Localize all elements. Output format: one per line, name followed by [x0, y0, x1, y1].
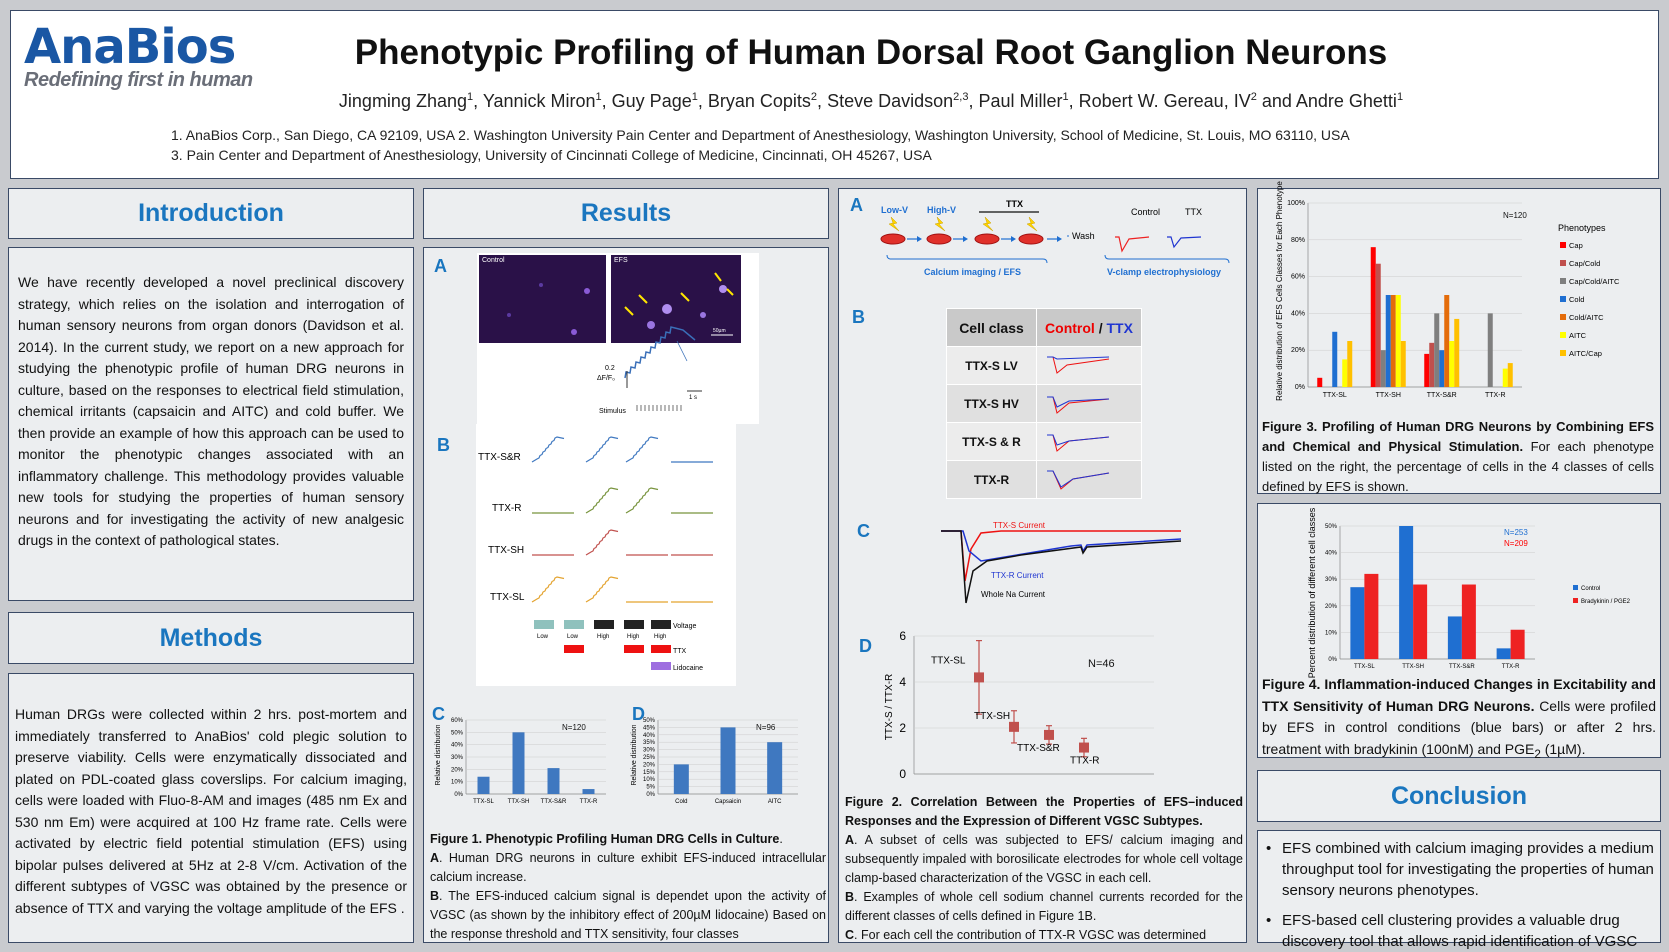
bar: [1391, 295, 1396, 387]
calcium-trace: [532, 437, 564, 462]
anabios-logo: [24, 19, 254, 92]
lightning-icon: [1027, 217, 1037, 231]
calcium-trace: [586, 577, 618, 602]
x-tick-label: TTX-SL: [1322, 392, 1347, 399]
ttx-swatch: [624, 645, 644, 653]
fig2-caption-title: Figure 2. Correlation Between the Properties of EFS–induced Responses and the Expression of Different VGSC Subtypes.: [845, 795, 1243, 828]
methods-heading: Methods: [8, 612, 414, 664]
y-tick-label: 15%: [642, 769, 655, 776]
results-panel: [423, 247, 829, 943]
table-header-cell-class: Cell class: [947, 309, 1037, 347]
fig4-caption: [1262, 674, 1656, 765]
x-tick-label: TTX-S&R: [540, 799, 567, 805]
bar: [1396, 295, 1401, 387]
fig1-panel-c-label: C: [432, 704, 445, 724]
bar: [1317, 378, 1322, 387]
fig2-panel-a-label: A: [850, 195, 863, 215]
affiliation-line-1: 1. AnaBios Corp., San Diego, CA 92109, USA 2. Washington University Pain Center and Department of Anesthesiology, Washington University, School of Medicine, St. Louis, MO 63110, USA: [171, 127, 1350, 143]
bar: [674, 764, 689, 794]
legend-swatch: [1560, 314, 1566, 320]
low-v-label: Low-V: [881, 205, 908, 215]
fig1-caption: Figure 1. Phenotypic Profiling Human DRG Cells in Culture. A. Human DRG neurons in culture exhibit EFS-induced intracellular calcium increase. B. The EFS-induced calcium signal is dependet upon the activity of VGSC (as shown by the inhibitory effect of 200µM lidocaine) Based on the response threshold and TTX sensitivity, four classes: [430, 832, 826, 941]
bar: [1386, 295, 1391, 387]
calcium-trace: [586, 488, 618, 513]
fig1-caption-title: Figure 1. Phenotypic Profiling Human DRG Cells in Culture: [430, 832, 780, 846]
author-affiliation-number: 1: [1396, 91, 1404, 103]
voltage-swatch: [564, 620, 584, 629]
voltage-swatch: [534, 620, 554, 629]
author-name: Paul Miller: [978, 91, 1063, 111]
flow-arrow-head: [963, 236, 968, 242]
scale-bar-label: 50µm: [713, 328, 726, 334]
bar: [1413, 585, 1427, 659]
y-tick-label: 20%: [450, 767, 463, 774]
bar: [1429, 343, 1434, 387]
conclusion-bullet: • EFS combined with calcium imaging provides a medium throughput tool for investigating the properties of human sensory neurons phenotypes.: [1260, 838, 1654, 901]
trace-scale-unit: ΔF/F₀: [597, 375, 616, 382]
fig3-bar-chart: [1260, 181, 1660, 411]
bar: [1376, 264, 1381, 387]
y-axis-label: Relative distribution of EFS Cells Classes for Each Phenotype: [1275, 181, 1284, 401]
point-label: TTX-R: [1070, 755, 1100, 767]
fig2d-scatter-chart: [884, 629, 1184, 781]
author-name: Steve Davidson: [827, 91, 954, 111]
y-tick-label: 0%: [454, 792, 463, 798]
control-current-trace: [1047, 471, 1109, 489]
fig2-caption-c: For each cell the contribution of TTX-R VGSC was determined: [860, 928, 1207, 942]
ttx-trace: [1167, 237, 1201, 247]
author-affiliation-number: 1: [467, 91, 474, 103]
voltage-swatch: [594, 620, 614, 629]
bar: [1462, 585, 1476, 659]
efs-image-label: EFS: [614, 257, 628, 264]
legend-lidocaine-label: Lidocaine: [673, 665, 703, 672]
legend-label: Cap/Cold: [1569, 259, 1601, 268]
author-name: Guy Page: [611, 91, 692, 111]
bar: [1381, 350, 1386, 387]
trace-class-label: TTX-R: [492, 503, 522, 514]
legend-label: Bradykinin / PGE2: [1581, 599, 1631, 605]
bar: [1364, 574, 1378, 659]
bar: [548, 768, 560, 794]
conclusion-heading: Conclusion: [1257, 770, 1661, 822]
fig1-panel-d-label: D: [632, 704, 645, 724]
voltage-level-label: High: [597, 634, 610, 640]
x-tick-label: TTX-S&R: [1449, 664, 1475, 670]
methods-text: Human DRGs were collected within 2 hrs. post-mortem and immediately transferred to AnaBios' cold plegic solution to preserve viability. Cells were enzymatically dissociated and plated on PDL-coated glass coverslips. For calcium imaging, cells were loaded with Fluo-8-AM and images (485 nm Ex and 530 nm Em) were acquired at 100 Hz frame rate. Cells were activated by electric field potential stimulation (EFS) using bipolar pulses delivered at 5Hz at 2-8 V/cm. Activation of the different subtypes of VGSC was obtained by the presence or absence of TTX and varying the voltage amplitude of the EFS .: [15, 706, 407, 916]
fig1-caption-b: The EFS-induced calcium signal is dependet upon the activity of VGSC (as shown by the inhibitory effect of 200µM lidocaine) Based on the response threshold and TTX sensitivity, four classes: [430, 889, 826, 941]
chart-annotation: N=120: [1503, 211, 1527, 220]
chart-annotation: N=96: [756, 723, 776, 732]
fig4-caption-text-a: Cells were profiled by EFS in control conditions (blue bars) or after 2 hrs. treatment with bradykinin (100nM) and PGE: [1262, 697, 1656, 757]
author-name: Bryan Copits: [707, 91, 811, 111]
bar: [1342, 359, 1347, 387]
bar: [1347, 341, 1352, 387]
author-affiliation-number: 1: [1062, 91, 1069, 103]
legend-ttx-label: TTX: [673, 648, 687, 655]
bar: [1439, 350, 1444, 387]
x-tick-label: TTX-SH: [1402, 664, 1424, 670]
fig1b-traces: [476, 424, 736, 686]
flow-arrow-head: [1057, 236, 1062, 242]
logo-name: AnaBios: [24, 19, 236, 75]
y-tick-label: 20%: [642, 762, 655, 769]
voltage-level-label: Low: [537, 634, 549, 640]
point-label: TTX-S&R: [1017, 742, 1060, 754]
results-heading: Results: [423, 188, 829, 239]
conclusion-bullet: • EFS-based cell clustering provides a valuable drug discovery tool that allows rapid identification of VGSC: [1260, 910, 1654, 952]
bar: [1448, 616, 1462, 659]
data-point: [974, 672, 984, 682]
y-tick-label: 50%: [642, 718, 655, 724]
legend-label: Cold/AITC: [1569, 313, 1604, 322]
author-affiliation-number: 2: [1250, 91, 1257, 103]
legend-voltage-label: Voltage: [673, 623, 697, 630]
y-tick-label: 5%: [646, 784, 655, 791]
control-trace: [1115, 237, 1149, 251]
table-header-slash: /: [1094, 319, 1107, 336]
calcium-trace: [626, 437, 658, 462]
y-tick-label: 50%: [1324, 524, 1337, 530]
fig3-caption-title: Figure 3. Profiling of Human DRG Neurons by Combining EFS and Chemical and Physical Stimulation.: [1262, 419, 1654, 454]
y-tick-label: 4: [899, 675, 906, 689]
author-affiliation-number: 2,3: [953, 91, 969, 103]
trace-class-label: TTX-S&R: [478, 452, 521, 463]
data-point: [1079, 743, 1089, 753]
x-tick-label: Cold: [675, 799, 688, 805]
y-axis-label: Relative distribution: [631, 724, 638, 786]
y-tick-label: 10%: [642, 777, 655, 784]
y-tick-label: 0: [899, 767, 906, 781]
introduction-panel: [8, 247, 414, 601]
bar: [1371, 247, 1376, 387]
affiliation-line-2: 3. Pain Center and Department of Anesthesiology, University of Cincinnati College of Medicine, Cincinnati, OH 45267, USA: [171, 147, 932, 163]
poster-title: Phenotypic Profiling of Human Dorsal Root Ganglion Neurons: [354, 33, 1388, 72]
chart-annotation: N=209: [1504, 539, 1528, 548]
table-row-class: TTX-S HV: [947, 385, 1037, 423]
fig4-bar-chart: [1260, 509, 1660, 679]
legend-label: Control: [1581, 586, 1601, 592]
culture-dish: [927, 234, 951, 244]
table-header-control-ttx: [1037, 309, 1142, 347]
calcium-imaging-label: Calcium imaging / EFS: [924, 267, 1022, 277]
ttx-current-trace: [1047, 435, 1109, 445]
ttxs-current-trace: [941, 531, 1181, 581]
legend-swatch: [1560, 260, 1566, 266]
calcium-trace: [626, 488, 658, 513]
y-tick-label: 20%: [1324, 603, 1337, 610]
x-tick-label: TTX-R: [579, 799, 598, 805]
fig2c-current-traces: [941, 511, 1181, 619]
bar: [1449, 341, 1454, 387]
x-tick-label: Capsaicin: [714, 799, 742, 805]
time-scale-label: 1 s: [689, 395, 698, 401]
fig2a-schematic: [879, 199, 1239, 293]
figure3-panel: [1257, 181, 1661, 494]
y-tick-label: 60%: [1290, 273, 1305, 281]
voltage-level-label: Low: [567, 634, 579, 640]
bar: [1508, 363, 1513, 387]
y-axis-label: Percent distribution of different cell classes: [1307, 507, 1317, 679]
author-name: Andre Ghetti: [1295, 91, 1397, 111]
trace-class-label: TTX-SH: [488, 545, 525, 556]
table-header-ttx: TTX: [1106, 319, 1133, 336]
bar: [1350, 587, 1364, 659]
high-v-label: High-V: [927, 205, 956, 215]
chart-annotation: N=120: [562, 723, 586, 732]
bar: [1399, 526, 1413, 659]
bar: [1503, 369, 1508, 387]
control-current-trace: [1047, 357, 1109, 373]
bar: [513, 732, 525, 794]
author-list: Jingming Zhang$^1$, Yannick Miron$^1$, Guy Page$^1$, Bryan Copits$^2$, Steve Davidson$^{2,3}$, Paul Miller$^1$, Robert W. Gereau, $IV^2$ and Andre Ghetti$^1$: [338, 91, 1404, 111]
legend-label: Cap: [1569, 241, 1583, 250]
fig2-caption: Figure 2. Correlation Between the Properties of EFS–induced Responses and the Expression of Different VGSC Subtypes. A. A subset of cells was subjected to EFS/ calcium imaging and subsequently impaled with borosilicate electrodes for whole cell voltage clamp-based characterization of the VGSC in each cell. B. Examples of whole cell sodium channel currents recorded for the different classes of cells defined in Figure 1B. C. For each cell the contribution of TTX-R VGSC was determined: [845, 795, 1243, 942]
ttx-trace-label: TTX: [1185, 207, 1202, 217]
y-tick-label: 20%: [1290, 347, 1305, 355]
culture-dish: [1019, 234, 1043, 244]
table-row-class: TTX-S LV: [947, 347, 1037, 385]
author-name: Jingming Zhang: [338, 91, 467, 111]
chart-annotation: N=253: [1504, 528, 1528, 537]
table-row-trace: [1037, 423, 1142, 461]
x-tick-label: TTX-SH: [507, 799, 530, 805]
whole-current-label: Whole Na Current: [981, 590, 1046, 599]
y-tick-label: 80%: [1290, 236, 1305, 244]
fig2-caption-b: Examples of whole cell sodium channel currents recorded for the different classes of cells defined in Figure 1B.: [845, 890, 1243, 923]
legend-label: Cap/Cold/AITC: [1569, 277, 1620, 286]
y-tick-label: 6: [899, 629, 906, 643]
x-tick-label: TTX-SL: [473, 799, 494, 805]
y-axis-label: TTX-S / TTX-R: [884, 673, 895, 741]
table-header-control: Control: [1045, 319, 1095, 336]
voltage-level-label: High: [654, 634, 667, 640]
legend-swatch: [1560, 296, 1566, 302]
vclamp-label: V-clamp electrophysiology: [1107, 267, 1222, 277]
fig2-panel-d-label: D: [859, 636, 872, 656]
y-axis-label: Relative distribution: [435, 724, 442, 786]
bar: [1488, 313, 1493, 387]
author-affiliation-number: 1: [691, 91, 698, 103]
author-name: Robert W. Gereau, IV: [1078, 91, 1251, 111]
ttx-current-trace: [1047, 357, 1109, 359]
fig3-caption-text: For each phenotype listed on the right, the percentage of cells in the 4 classes of cells defined by EFS is shown.: [1262, 439, 1654, 494]
ttxr-current-label: TTX-R Current: [991, 571, 1044, 580]
voltage-level-label: High: [627, 634, 640, 640]
calcium-trace: [532, 577, 564, 602]
voltage-swatch: [651, 620, 671, 629]
culture-dish: [881, 234, 905, 244]
x-tick-label: TTX-R: [1484, 392, 1506, 399]
bar: [767, 742, 782, 794]
bar: [1497, 648, 1511, 659]
bar: [478, 777, 490, 794]
figure4-panel: [1257, 503, 1661, 761]
fig4-caption-sub: 2: [1534, 747, 1541, 761]
fig1a-calcium-trace: [477, 253, 759, 424]
legend-label: Cold: [1569, 295, 1585, 304]
stimulus-label: Stimulus: [599, 408, 626, 415]
bar: [1511, 630, 1525, 659]
fig1c-bar-chart: [430, 710, 615, 812]
y-tick-label: 0%: [1328, 657, 1337, 663]
ttxs-current-label: TTX-S Current: [993, 521, 1046, 530]
introduction-text: We have recently developed a novel preclinical discovery strategy, which relies on the isolation and interrogation of human sensory neurons from organ donors (Davidson et al. 2014). In the current study, we report on a new approach for studying the phenotypic profile of human DRG neurons in culture, based on the responses to electrical field stimulation, chemical irritants (capsaicin and AITC) and cold buffer. We then provide an example of how this approach can be used to monitor the phenotypic changes associated with an inflammatory challenge. This methodology provides valuable new tools for studying the properties of human sensory neurons and for investigating the activity of new analgesic drugs in the context of pathological states.: [18, 274, 404, 548]
y-tick-label: 40%: [642, 732, 655, 739]
x-tick-label: TTX-R: [1501, 664, 1520, 670]
fig1-panel-b-label: B: [437, 435, 450, 455]
chart-annotation: N=46: [1088, 658, 1115, 670]
lightning-icon: [983, 217, 993, 231]
y-tick-label: 10%: [1324, 630, 1337, 637]
table-row-trace: [1037, 347, 1142, 385]
y-tick-label: 35%: [642, 740, 655, 747]
culture-dish: [975, 234, 999, 244]
x-tick-label: TTX-SL: [1354, 664, 1375, 670]
y-tick-label: 25%: [642, 755, 655, 761]
fig1d-bar-chart: [630, 710, 815, 812]
y-tick-label: 0%: [646, 792, 655, 798]
y-tick-label: 60%: [450, 718, 463, 724]
fig3-caption: [1262, 417, 1654, 497]
calcium-trace: [586, 437, 618, 462]
author-affiliation-number: 1: [595, 91, 602, 103]
logo-tagline: Redefining first in human: [24, 69, 253, 91]
ttxr-current-trace: [941, 531, 1181, 561]
control-label: Control: [1131, 207, 1161, 217]
y-tick-label: 100%: [1287, 200, 1305, 207]
legend-swatch: [1560, 350, 1566, 356]
figure2-panel: [838, 188, 1247, 943]
y-tick-label: 40%: [1324, 550, 1337, 557]
lightning-icon: [889, 217, 899, 231]
poster-header: [10, 10, 1659, 179]
fig2-panel-b-label: B: [852, 307, 865, 327]
y-tick-label: 50%: [450, 730, 463, 737]
table-row-class: TTX-S & R: [947, 423, 1037, 461]
bar: [583, 789, 595, 794]
x-tick-label: TTX-SH: [1375, 392, 1401, 399]
bar: [1444, 295, 1449, 387]
bar: [1434, 313, 1439, 387]
legend-title: Phenotypes: [1558, 223, 1606, 233]
y-tick-label: 2: [899, 721, 906, 735]
voltage-swatch: [624, 620, 644, 629]
table-row-class: TTX-R: [947, 461, 1037, 499]
fig1a-figure: [477, 253, 759, 424]
legend-swatch: [1560, 242, 1566, 248]
bar: [1401, 341, 1406, 387]
conclusion-panel: [1257, 830, 1661, 950]
y-tick-label: 30%: [450, 755, 463, 761]
data-point: [1009, 722, 1019, 732]
flow-arrow-head: [1011, 236, 1016, 242]
introduction-heading: Introduction: [8, 188, 414, 239]
author-affiliation-number: 2: [810, 91, 818, 103]
point-label: TTX-SH: [974, 710, 1011, 722]
legend-swatch: [1560, 332, 1566, 338]
bar: [1332, 332, 1337, 387]
calcium-trace: [586, 530, 618, 555]
y-tick-label: 0%: [1294, 384, 1305, 391]
table-row-trace: [1037, 461, 1142, 499]
lightning-icon: [935, 217, 945, 231]
fig1-panel-a-label: A: [434, 256, 447, 276]
trace-class-label: TTX-SL: [490, 592, 525, 603]
trace-scale-value: 0.2: [605, 365, 615, 372]
fig2-panel-c-label: C: [857, 521, 870, 541]
legend-label: AITC/Cap: [1569, 349, 1602, 358]
fig1-caption-a: Human DRG neurons in culture exhibit EFS-induced intracellular calcium increase.: [430, 851, 826, 884]
y-tick-label: 40%: [1290, 310, 1305, 318]
ttx-swatch: [651, 645, 671, 653]
fig1b-figure: [476, 424, 736, 686]
flow-arrow-head: [917, 236, 922, 242]
y-tick-label: 40%: [450, 742, 463, 749]
cell-class-table: [946, 308, 1142, 499]
bar: [1454, 319, 1459, 387]
culture-dishes: [881, 234, 1062, 244]
data-point: [1044, 730, 1054, 740]
legend-swatch: [1573, 598, 1578, 603]
author-name: Yannick Miron: [482, 91, 596, 111]
fig4-caption-title: Figure 4. Inflammation-induced Changes in Excitability and TTX Sensitivity of Human DRG Neurons.: [1262, 676, 1656, 714]
fig4-caption-text-b: (1µM).: [1540, 740, 1586, 757]
legend-swatch: [1573, 585, 1578, 590]
x-tick-label: AITC: [767, 799, 782, 805]
ttx-label: TTX: [1006, 199, 1023, 209]
legend-swatch: [1560, 278, 1566, 284]
control-image-label: Control: [482, 257, 505, 264]
ttx-swatch: [564, 645, 584, 653]
legend-label: AITC: [1569, 331, 1587, 340]
y-tick-label: 30%: [642, 747, 655, 754]
bar: [1424, 354, 1429, 387]
y-tick-label: 45%: [642, 725, 655, 732]
wash-label: Wash: [1072, 231, 1095, 241]
lidocaine-swatch: [651, 662, 671, 670]
point-label: TTX-SL: [931, 655, 966, 667]
y-tick-label: 10%: [450, 779, 463, 786]
fig2-caption-a: A subset of cells was subjected to EFS/ calcium imaging and subsequently impaled with borosilicate electrodes for whole cell voltage clamp-based characterization of the VGSC in each cell.: [845, 833, 1243, 885]
bar: [721, 727, 736, 794]
methods-panel: [8, 673, 414, 943]
table-row-trace: [1037, 385, 1142, 423]
x-tick-label: TTX-S&R: [1426, 392, 1457, 399]
y-tick-label: 30%: [1324, 577, 1337, 584]
